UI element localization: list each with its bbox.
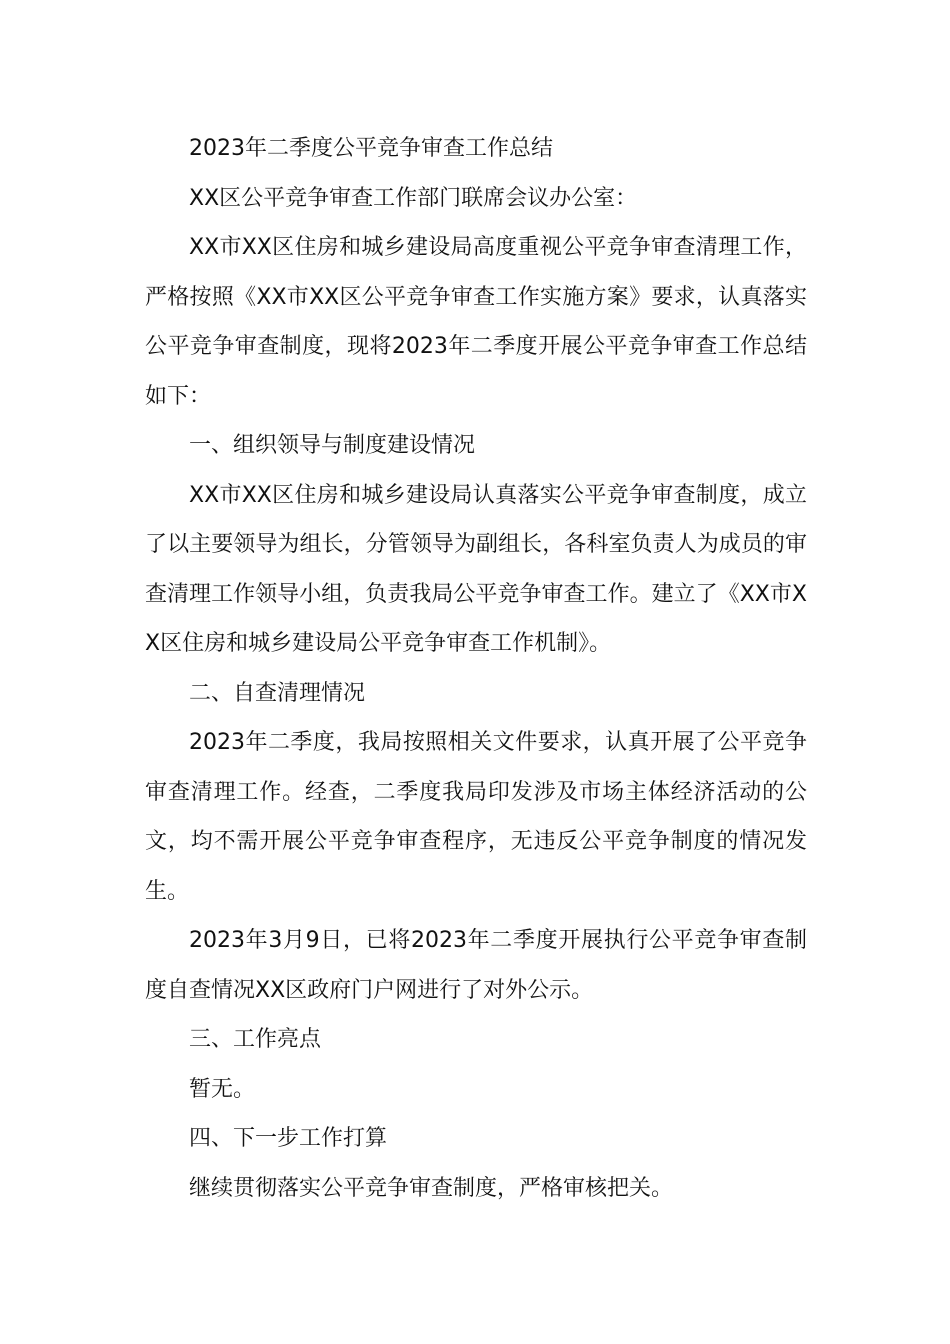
salutation: XX区公平竞争审查工作部门联席会议办公室： <box>189 185 638 211</box>
document-body <box>145 124 807 1213</box>
section-2-paragraph-1: 2023年二季度，我局按照相关文件要求，认真开展了公平竞争审查清理工作。经查，二季度我局印发涉及市场主体经济活动的公文，均不需开展公平竞争审查程序，无违反公平竞争制度的情况发生。 <box>145 730 807 904</box>
section-4-heading: 四、下一步工作打算 <box>189 1126 388 1151</box>
section-3-heading: 三、工作亮点 <box>189 1027 322 1052</box>
section-4-paragraph: 继续贯彻落实公平竞争审查制度，严格审核把关。 <box>189 1175 674 1201</box>
section-2-heading: 二、自查清理情况 <box>189 680 366 706</box>
section-1-heading: 一、组织领导与制度建设情况 <box>189 433 476 458</box>
intro-paragraph: XX市XX区住房和城乡建设局高度重视公平竞争审查清理工作，严格按照《XX市XX区公平竞争审查工作实施方案》要求，认真落实公平竞争审查制度，现将2023年二季度开展公平竞争审查工作总结如下： <box>145 235 807 409</box>
section-2-paragraph-2: 2023年3月9日，已将2023年二季度开展执行公平竞争审查制度自查情况XX区政府门户网进行了对外公示。 <box>145 928 807 1003</box>
document-title: 2023年二季度公平竞争审查工作总结 <box>189 136 553 161</box>
section-1-paragraph: XX市XX区住房和城乡建设局认真落实公平竞争审查制度，成立了以主要领导为组长，分管领导为副组长，各科室负责人为成员的审查清理工作领导小组，负责我局公平竞争审查工作。建立了《XX市XX区住房和城乡建设局公平竞争审查工作机制》。 <box>145 482 807 656</box>
section-3-paragraph: 暂无。 <box>189 1076 256 1102</box>
